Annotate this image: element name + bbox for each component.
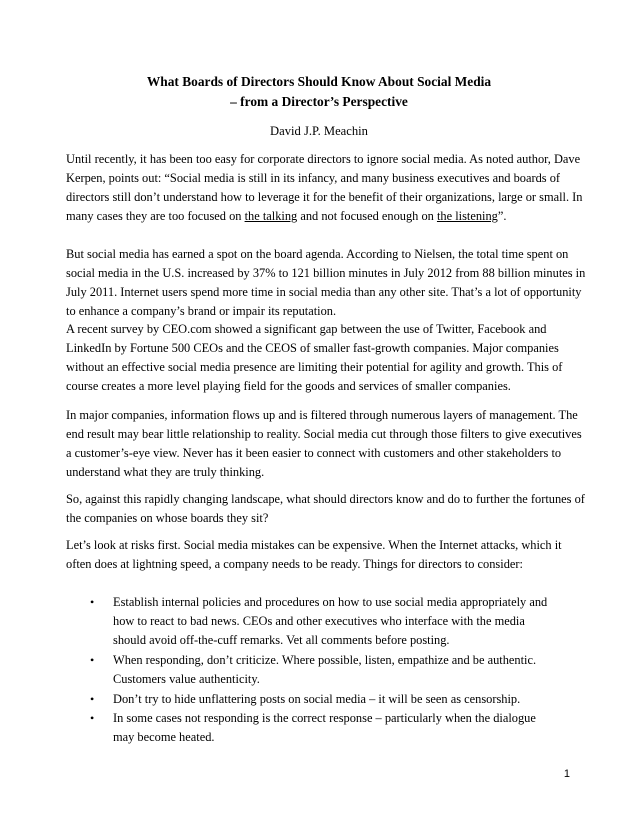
paragraph-intro — [66, 150, 586, 226]
list-item-text: Establish internal policies and procedures on how to use social media appropriately and how to react to bad news. CEOs and other executives who interface with the media should avoid off-the-cuff remarks. Vet all comments before posting. — [113, 595, 548, 647]
document-title-line-2: – from a Director’s Perspective — [230, 94, 408, 109]
list-item-text: In some cases not responding is the correct response – particularly when the dialogue may become heated. — [113, 711, 536, 745]
bullet-icon: • — [90, 711, 95, 726]
list-item — [88, 651, 548, 689]
paragraph-intro-text-2: and not focused enough on — [297, 208, 437, 223]
author-name: David J.P. Meachin — [270, 124, 368, 138]
paragraph-information-flow: In major companies, information flows up and is filtered through numerous layers of management. The end result may bear little relationship to reality. Social media cut through those filters to give executives a customer’s-eye view. Never has it been easier to connect with customers and other stakeholders to understand what they are truly thinking. — [66, 408, 582, 479]
document-title-line-1: What Boards of Directors Should Know About Social Media — [146, 74, 492, 89]
considerations-list — [88, 593, 548, 747]
page-number: 1 — [563, 768, 570, 780]
list-item-text: Don’t try to hide unflattering posts on social media – it will be seen as censorship. — [113, 691, 521, 706]
paragraph-risks: Let’s look at risks first. Social media mistakes can be expensive. When the Internet attacks, which it often does at lightning speed, a company needs to be ready. Things for directors to consider: — [66, 538, 562, 571]
bullet-icon: • — [90, 595, 95, 609]
link-the-listening[interactable]: the listening — [436, 208, 498, 223]
list-item — [88, 593, 548, 650]
paragraph-intro-text-1: Until recently, it has been too easy for corporate directors to ignore social media. As noted author, Dave Kerpen, points out: “Social media is still in its infancy, and many business executives and boards of directors still don’t understand how to leverage it for the benefit of their organizations, large or small. In many cases they are too focused on — [66, 152, 583, 223]
bullet-icon: • — [90, 652, 95, 667]
paragraph-landscape: So, against this rapidly changing landscape, what should directors know and do to further the fortunes of the companies on whose boards they sit? — [66, 492, 585, 525]
paragraph-nielsen: But social media has earned a spot on the board agenda. According to Nielsen, the total time spent on social media in the U.S. increased by 37% to 121 billion minutes in July 2012 from 88 billion minutes in July 2011. Internet users spend more time in social media than any other site. That’s a lot of opportunity to enhance a company’s brand or impair its reputation. — [66, 247, 586, 318]
link-the-talking[interactable]: the talking — [244, 208, 298, 223]
list-item — [88, 709, 548, 747]
paragraph-ceo-survey: A recent survey by CEO.com showed a significant gap between the use of Twitter, Facebook and LinkedIn by Fortune 500 CEOs and the CEOS of smaller fast-growth companies. Major companies without an effective social media presence are limiting their potential for agility and growth. This of course creates a more level playing field for the goods and services of smaller companies. — [66, 322, 563, 393]
list-item — [88, 690, 548, 709]
paragraph-intro-text-3: ”. — [497, 208, 507, 223]
list-item-text: When responding, don’t criticize. Where possible, listen, empathize and be authentic. Customers value authenticity. — [113, 652, 537, 686]
bullet-icon: • — [90, 691, 95, 706]
